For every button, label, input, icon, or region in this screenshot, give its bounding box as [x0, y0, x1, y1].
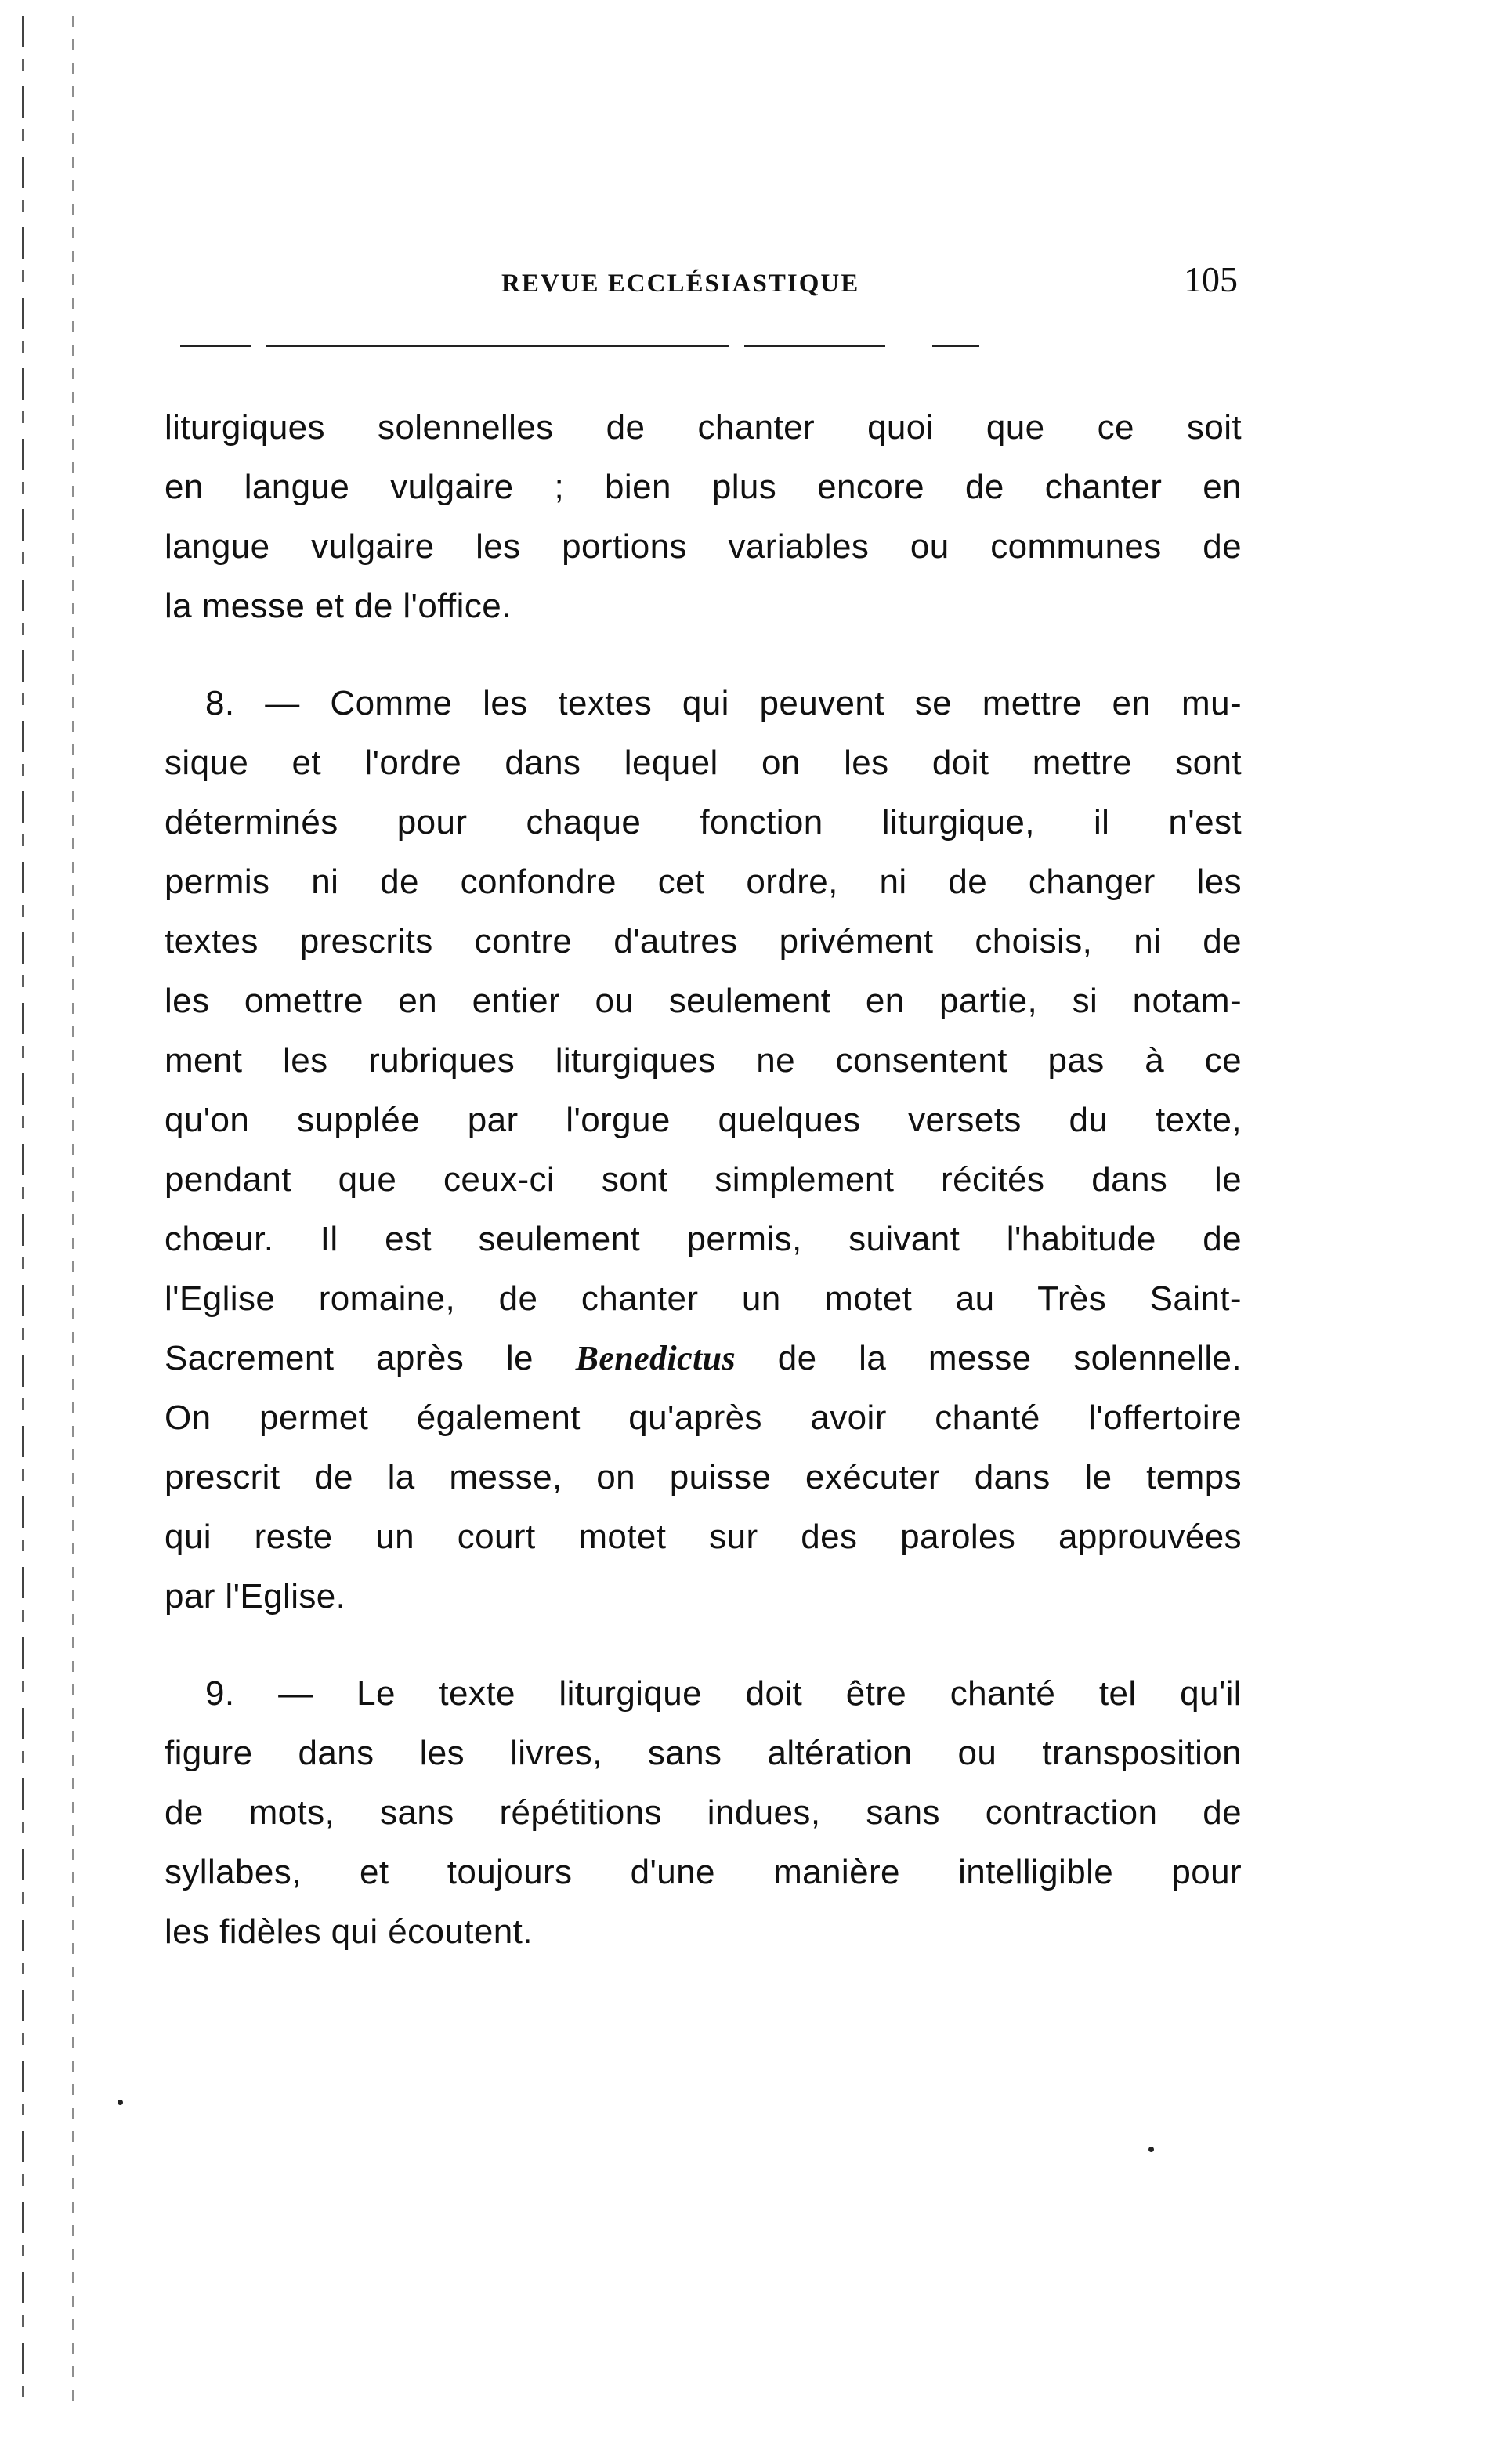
- page-header: [501, 259, 1238, 306]
- text-line: par l'Eglise.: [165, 1577, 346, 1616]
- text-line: 8. — Comme les textes qui peuvent se mettre en mu-: [205, 684, 1242, 722]
- text-line: liturgiques solennelles de chanter quoi que ce soit: [165, 408, 1242, 447]
- text-line: figure dans les livres, sans altération ou transposition: [165, 1734, 1242, 1772]
- text-line: de mots, sans répétitions indues, sans contraction de: [165, 1793, 1242, 1832]
- scan-speck: [118, 2100, 123, 2105]
- running-title: REVUE ECCLÉSIASTIQUE: [501, 270, 860, 298]
- italic-word: Benedictus: [575, 1339, 736, 1377]
- text-line: pendant que ceux-ci sont simplement récités dans le: [165, 1160, 1242, 1199]
- scan-edge-artifact-inner: [72, 16, 74, 2413]
- text-line: 9. — Le texte liturgique doit être chanté tel qu'il: [205, 1674, 1242, 1713]
- text-line: les fidèles qui écoutent.: [165, 1912, 533, 1951]
- scan-edge-artifact: [22, 16, 24, 2413]
- text-line: l'Eglise romaine, de chanter un motet au Très Saint-: [165, 1279, 1242, 1318]
- text-line: déterminés pour chaque fonction liturgique, il n'est: [165, 803, 1242, 841]
- paragraph-8: [165, 674, 1242, 1626]
- body-text: [165, 398, 1242, 1999]
- text-line: langue vulgaire les portions variables ou communes de: [165, 527, 1242, 566]
- text-fragment: Sacrement après le: [165, 1339, 534, 1377]
- text-line-with-italic: [165, 1329, 1242, 1388]
- scan-speck: [1148, 2147, 1154, 2152]
- text-line: les omettre en entier ou seulement en partie, si notam-: [165, 982, 1242, 1020]
- page-number: 105: [1184, 259, 1238, 299]
- paragraph-continuation: [165, 398, 1242, 636]
- text-line: ment les rubriques liturgiques ne consentent pas à ce: [165, 1041, 1242, 1080]
- text-fragment: de la messe solennelle.: [777, 1339, 1242, 1377]
- header-rule: [180, 345, 1238, 347]
- text-line: qui reste un court motet sur des paroles approuvées: [165, 1518, 1242, 1556]
- text-line: qu'on supplée par l'orgue quelques versets du texte,: [165, 1101, 1242, 1139]
- text-line: syllabes, et toujours d'une manière intelligible pour: [165, 1853, 1242, 1891]
- text-line: en langue vulgaire ; bien plus encore de chanter en: [165, 468, 1242, 506]
- text-line: On permet également qu'après avoir chanté l'offertoire: [165, 1398, 1242, 1437]
- paragraph-9: [165, 1664, 1242, 1962]
- text-line: permis ni de confondre cet ordre, ni de changer les: [165, 863, 1242, 901]
- text-line: la messe et de l'office.: [165, 587, 512, 625]
- text-line: sique et l'ordre dans lequel on les doit mettre sont: [165, 744, 1242, 782]
- text-line: textes prescrits contre d'autres privément choisis, ni de: [165, 922, 1242, 961]
- text-line: prescrit de la messe, on puisse exécuter dans le temps: [165, 1458, 1242, 1496]
- text-line: chœur. Il est seulement permis, suivant l'habitude de: [165, 1220, 1242, 1258]
